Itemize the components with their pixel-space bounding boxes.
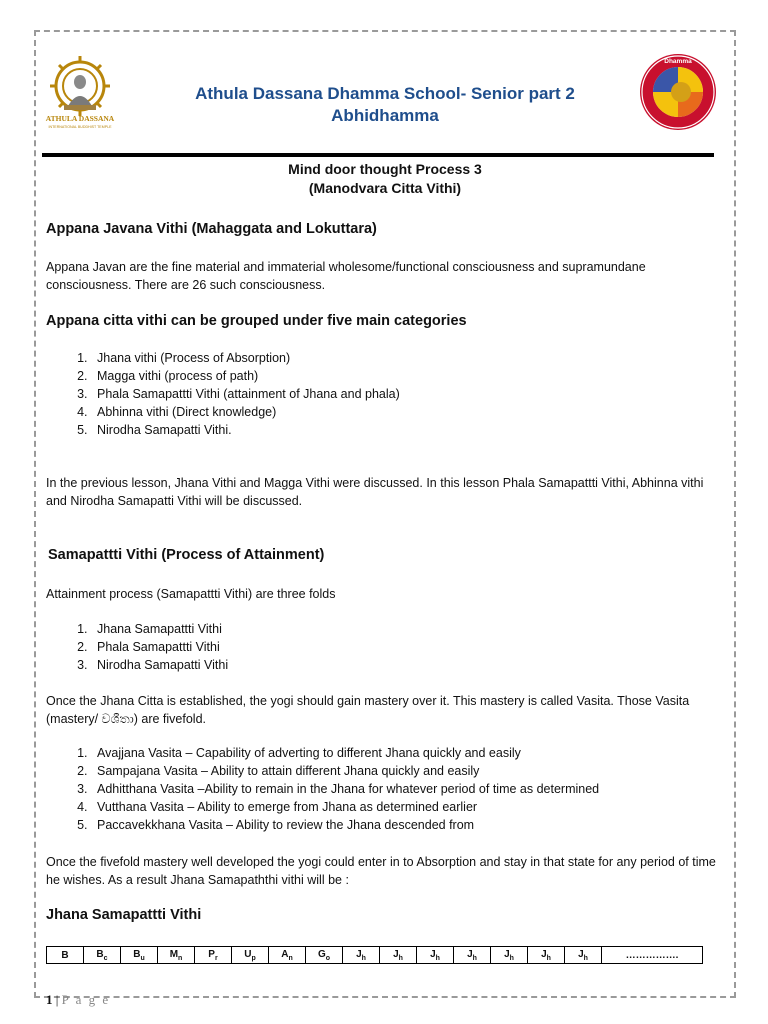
- list-item: 2. Phala Samapattti Vithi: [91, 638, 228, 656]
- list-item: 4. Vutthana Vasita – Ability to emerge from Jhana as determined earlier: [91, 798, 599, 816]
- list-item: 1. Avajjana Vasita – Capability of adverting to different Jhana quickly and easily: [91, 744, 599, 762]
- lesson-title-line1: Mind door thought Process 3: [288, 161, 482, 177]
- list-item: 5. Paccavekkhana Vasita – Ability to review the Jhana descended from: [91, 816, 599, 834]
- list-item: 1. Jhana Samapattti Vithi: [91, 620, 228, 638]
- list-item: 5. Nirodha Samapatti Vithi.: [91, 421, 400, 439]
- vithi-cell: $J_h$: [380, 947, 417, 964]
- vithi-cell: $A_n$: [269, 947, 306, 964]
- vithi-cell: $J_h$: [565, 947, 602, 964]
- list-item: 4. Abhinna vithi (Direct knowledge): [91, 403, 400, 421]
- list-item: 3. Adhitthana Vasita –Ability to remain in the Jhana for whatever period of time as determined: [91, 780, 599, 798]
- svg-text:INTERNATIONAL BUDDHIST TEMPLE: INTERNATIONAL BUDDHIST TEMPLE: [48, 125, 112, 129]
- vithi-cell: …………….: [602, 947, 703, 964]
- svg-text:ATHULA DASSANA: ATHULA DASSANA: [45, 114, 115, 123]
- list-item: 3. Nirodha Samapatti Vithi: [91, 656, 228, 674]
- vithi-cell: $J_h$: [491, 947, 528, 964]
- school-title: [130, 83, 640, 127]
- school-title-line2: Abhidhamma: [331, 106, 439, 126]
- paragraph-vasita: Once the Jhana Citta is established, the yogi should gain mastery over it. This mastery is called Vasita. Those Vasita (mastery/ වශීතා) are fivefold.: [46, 694, 690, 726]
- vithi-row: [47, 947, 703, 964]
- lesson-title-line2: (Manodvara Citta Vithi): [308, 179, 462, 196]
- attainment-list: [46, 620, 228, 674]
- vithi-cell: $M_n$: [158, 947, 195, 964]
- svg-text:Dhamma: Dhamma: [664, 58, 692, 65]
- paragraph-fivefold-mastery: Once the fivefold mastery well developed the yogi could enter in to Absorption and stay in that state for any period of time he wishes. As a result Jhana Samapaththi vithi will be :: [46, 855, 716, 887]
- header-divider: [42, 153, 714, 157]
- vithi-cell: $J_h$: [343, 947, 380, 964]
- section-heading-categories: Appana citta vithi can be grouped under five main categories: [46, 313, 467, 329]
- lesson-title: [130, 160, 640, 198]
- page-separator: |: [55, 992, 59, 1007]
- vithi-cell: $J_h$: [454, 947, 491, 964]
- paragraph-attainment-intro: Attainment process (Samapattti Vithi) are three folds: [46, 587, 336, 601]
- vithi-cell: $J_h$: [417, 947, 454, 964]
- dhamma-school-emblem: [636, 50, 720, 134]
- vithi-cell: B: [47, 947, 84, 964]
- vithi-cell: $G_o$: [306, 947, 343, 964]
- vithi-cell: $B_c$: [84, 947, 121, 964]
- athula-dassana-logo: [40, 52, 120, 130]
- vithi-cell: $P_r$: [195, 947, 232, 964]
- list-item: 2. Sampajana Vasita – Ability to attain different Jhana quickly and easily: [91, 762, 599, 780]
- page-label: P a g e: [61, 992, 111, 1007]
- list-item: 3. Phala Samapattti Vithi (attainment of Jhana and phala): [91, 385, 400, 403]
- vithi-cell: $J_h$: [528, 947, 565, 964]
- section-heading-jhana-samapattti: Jhana Samapattti Vithi: [46, 907, 202, 923]
- vithi-cell: $B_u$: [121, 947, 158, 964]
- vithi-table: [46, 946, 703, 964]
- section-heading-appana-javana: Appana Javana Vithi (Mahaggata and Lokuttara): [46, 221, 377, 237]
- paragraph-previous-lesson: In the previous lesson, Jhana Vithi and Magga Vithi were discussed. In this lesson Phala Samapattti Vithi, Abhinna vithi and Nirodha Samapatti Vithi will be discussed.: [46, 476, 704, 508]
- list-item: 2. Magga vithi (process of path): [91, 367, 400, 385]
- school-title-line1: Athula Dassana Dhamma School- Senior part 2: [195, 84, 575, 103]
- vasita-list: [46, 744, 599, 834]
- paragraph-appana-javana: Appana Javan are the fine material and immaterial wholesome/functional consciousness and supramundane consciousness. There are 26 such consciousness.: [46, 260, 646, 292]
- vithi-cell: $U_p$: [232, 947, 269, 964]
- list-item: 1. Jhana vithi (Process of Absorption): [91, 349, 400, 367]
- section-heading-samapattti: Samapattti Vithi (Process of Attainment): [48, 547, 325, 563]
- page-number: 1: [46, 992, 53, 1007]
- categories-list: [46, 349, 400, 439]
- page-footer: [46, 992, 110, 1008]
